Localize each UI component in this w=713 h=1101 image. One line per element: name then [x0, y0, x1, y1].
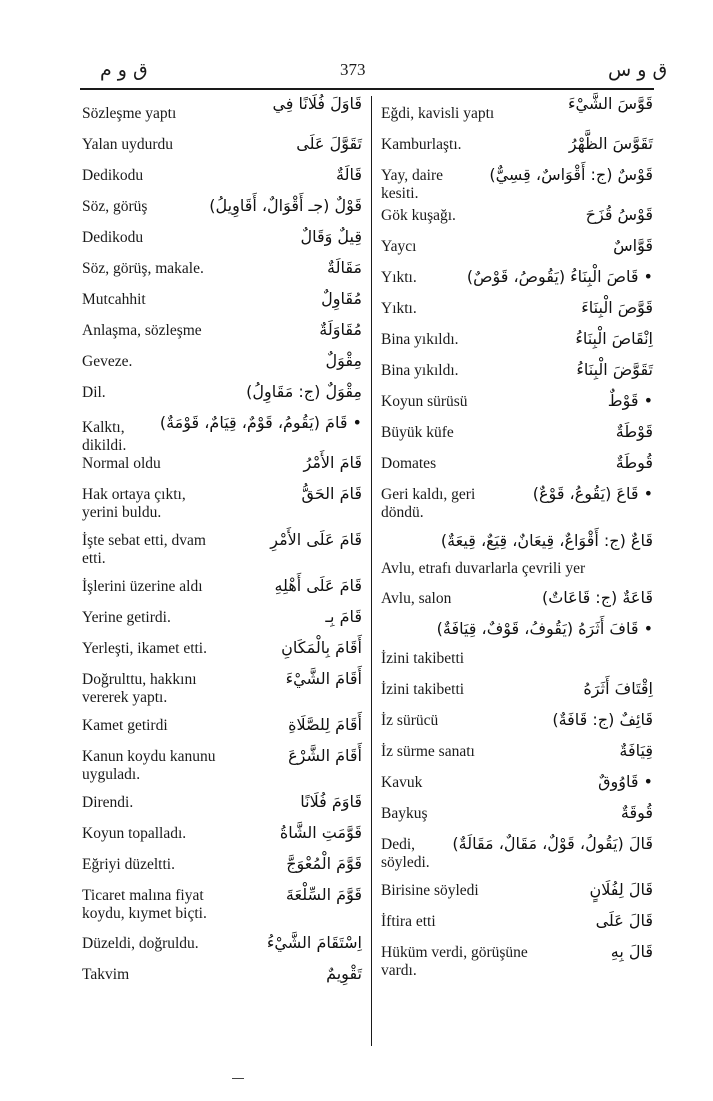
right-column	[381, 96, 653, 984]
arabic-headword: قَامَ الأَمْرُ	[303, 453, 362, 472]
turkish-meaning: Normal oldu	[82, 455, 161, 472]
turkish-meaning: İşlerini üzerine aldı	[82, 578, 203, 595]
arabic-headword: قَامَ بِـ	[325, 607, 362, 626]
entry	[381, 238, 653, 269]
turkish-meaning: Avlu, salon	[381, 590, 452, 607]
turkish-meaning: Dedi, söyledi.	[381, 836, 430, 871]
entry	[82, 609, 362, 640]
arabic-headword: مِقْوَلٌ (ج: مَقَاوِلُ)	[246, 382, 362, 401]
entry	[82, 935, 362, 966]
header-right-letters: ق و س	[608, 59, 668, 81]
turkish-meaning: Kamet getirdi	[82, 717, 168, 734]
arabic-headword: قَوْسُ قُزَحَ	[585, 205, 653, 224]
entry	[381, 836, 653, 882]
entry	[82, 748, 362, 794]
arabic-headword: قَامَ الحَقُّ	[301, 484, 362, 503]
arabic-headword: أَقَامَ الشَّيْءَ	[285, 669, 362, 688]
arabic-headword: • قَوْطٌ	[607, 391, 653, 410]
arabic-headword: قِيَافَةٌ	[619, 741, 653, 760]
arabic-headword: أَقَامَ الشَّرْعَ	[288, 746, 362, 765]
turkish-meaning: Yerine getirdi.	[82, 609, 171, 626]
entry	[82, 455, 362, 486]
arabic-headword: قَالَ لِفُلَانٍ	[589, 880, 653, 899]
turkish-meaning: Kalktı, dikildi.	[82, 419, 127, 454]
turkish-meaning: Direndi.	[82, 794, 134, 811]
turkish-meaning: Düzeldi, doğruldu.	[82, 935, 199, 952]
turkish-meaning: Yıktı.	[381, 300, 417, 317]
turkish-meaning: Büyük küfe	[381, 424, 454, 441]
arabic-headword: قَوْطَةٌ	[615, 422, 653, 441]
turkish-meaning: Takvim	[82, 966, 130, 983]
turkish-meaning: Sözleşme yaptı	[82, 105, 177, 122]
arabic-headword: قَاوَلَ فُلَانًا فِي	[272, 94, 362, 113]
entry	[82, 640, 362, 671]
entry	[82, 532, 362, 578]
arabic-headword: قَالَ عَلَى	[595, 911, 653, 930]
turkish-meaning: Geveze.	[82, 353, 133, 370]
turkish-meaning: Dil.	[82, 384, 106, 401]
turkish-meaning: Yalan uydurdu	[82, 136, 173, 153]
entry	[381, 486, 653, 530]
entry	[82, 322, 362, 353]
arabic-headword: قُوطَةٌ	[615, 453, 653, 472]
turkish-meaning: Söz, görüş, makale.	[82, 260, 204, 277]
turkish-meaning: Geri kaldı, geri döndü.	[381, 486, 476, 521]
turkish-meaning: Mutcahhit	[82, 291, 146, 308]
entry	[82, 260, 362, 291]
arabic-headword: مُقَاوَلَةٌ	[319, 320, 362, 339]
entry	[381, 774, 653, 805]
entry	[381, 393, 653, 424]
arabic-headword: أَقَامَ لِلصَّلَاةِ	[288, 715, 362, 734]
turkish-meaning: Kamburlaştı.	[381, 136, 462, 153]
arabic-headword: قَاعَةٌ (ج: قَاعَاتٌ)	[541, 588, 653, 607]
entry	[381, 424, 653, 455]
arabic-headword: قَوَّمَ الْمُعْوَجَّ	[286, 854, 362, 873]
arabic-headword: قَوَّمَتِ الشَّاةُ	[279, 823, 362, 842]
turkish-meaning: Bina yıkıldı.	[381, 331, 459, 348]
arabic-headword: مِقْوَلٌ	[325, 351, 362, 370]
arabic-headword: • قَافَ أَثَرَهُ (يَقُوفُ، قَوْفٌ، قِيَافَةٌ)	[436, 619, 653, 638]
entry	[381, 590, 653, 618]
turkish-meaning: Doğrulttu, hakkını vererek yaptı.	[82, 671, 197, 706]
arabic-headword: قَوَّصَ الْبِنَاءَ	[581, 298, 653, 317]
arabic-headword: قَوْسٌ (ج: أَقْوَاسٌ، قِسِيٌّ)	[489, 165, 653, 184]
entry	[381, 331, 653, 362]
turkish-meaning: Hak ortaya çıktı, yerini buldu.	[82, 486, 186, 521]
entry	[82, 415, 362, 455]
arabic-headword: قَالَ بِهِ	[610, 942, 653, 961]
turkish-meaning: Koyun topalladı.	[82, 825, 187, 842]
arabic-headword: تَقَوَّضَ الْبِنَاءُ	[576, 360, 653, 379]
turkish-meaning: İz sürücü	[381, 712, 439, 729]
arabic-headword: تَقَوَّسَ الظَّهْرُ	[568, 134, 653, 153]
arabic-headword: قَوَّسَ الشَّيْءَ	[568, 94, 653, 113]
entry	[381, 882, 653, 913]
entry	[82, 671, 362, 717]
entry	[82, 486, 362, 532]
entry	[381, 455, 653, 486]
turkish-meaning: Yerleşti, ikamet etti.	[82, 640, 207, 657]
entry	[82, 229, 362, 260]
entry	[381, 167, 653, 207]
turkish-meaning: Anlaşma, sözleşme	[82, 322, 202, 339]
turkish-meaning: Gök kuşağı.	[381, 207, 456, 224]
entry	[82, 825, 362, 856]
turkish-meaning: Domates	[381, 455, 437, 472]
arabic-headword: قَوْلٌ (جـ أَقْوَالٌ، أَقَاوِيلُ)	[209, 196, 362, 215]
entry	[381, 530, 653, 560]
entry	[82, 887, 362, 935]
turkish-meaning: Yıktı.	[381, 269, 417, 286]
entry	[381, 362, 653, 393]
arabic-headword: مُقَاوِلٌ	[321, 289, 362, 308]
turkish-meaning: İzini takibetti	[381, 681, 465, 698]
arabic-headword: • قَامَ (يَقُومُ، قَوْمٌ، قِيَامٌ، قَوْمَةٌ)	[159, 413, 362, 432]
turkish-meaning: İftira etti	[381, 913, 436, 930]
arabic-headword: اِسْتَقَامَ الشَّيْءُ	[266, 933, 362, 952]
entry	[381, 207, 653, 238]
entry	[381, 743, 653, 774]
entry	[82, 717, 362, 748]
entry	[381, 269, 653, 300]
entry	[381, 712, 653, 743]
entry	[381, 96, 653, 136]
arabic-headword: قَاعٌ (ج: أَقْوَاعٌ، قِيعَانٌ، قِيَعٌ، قِيعَةٌ)	[440, 531, 653, 550]
entry	[82, 291, 362, 322]
arabic-headword: قَالَةٌ	[336, 165, 362, 184]
page-number: 373	[340, 60, 366, 79]
arabic-headword: قَوَّاسٌ	[613, 236, 653, 255]
entry	[82, 198, 362, 229]
arabic-headword: قَائِفٌ (ج: قَافَةٌ)	[552, 710, 653, 729]
arabic-headword: • قَاعَ (يَقُوعُ، قَوْعٌ)	[532, 484, 653, 503]
turkish-meaning: Dedikodu	[82, 167, 144, 184]
arabic-headword: أَقَامَ بِالْمَكَانِ	[281, 638, 362, 657]
entry	[381, 618, 653, 650]
turkish-meaning: İşte sebat etti, dvam etti.	[82, 532, 206, 567]
header-rule	[80, 88, 654, 90]
turkish-meaning: İz sürme sanatı	[381, 743, 475, 760]
entry	[381, 944, 653, 984]
turkish-meaning: Söz, görüş	[82, 198, 148, 215]
arabic-headword: قِيلٌ وَقَالٌ	[300, 227, 362, 246]
turkish-meaning: İzini takibetti	[381, 650, 465, 667]
turkish-meaning: Bina yıkıldı.	[381, 362, 459, 379]
arabic-headword: قَامَ عَلَى أَهْلِهِ	[274, 576, 362, 595]
entry	[381, 560, 653, 590]
entry	[82, 353, 362, 384]
entry	[82, 578, 362, 609]
turkish-meaning: Eğdi, kavisli yaptı	[381, 105, 495, 122]
entry	[381, 913, 653, 944]
turkish-meaning: Kavuk	[381, 774, 423, 791]
arabic-headword: قُوقَةٌ	[620, 803, 653, 822]
turkish-meaning: Birisine söyledi	[381, 882, 479, 899]
entry	[82, 966, 362, 997]
left-column	[82, 96, 362, 997]
entry	[381, 805, 653, 836]
arabic-headword: اِقْتَافَ أَثَرَهُ	[583, 679, 653, 698]
entry	[82, 96, 362, 136]
arabic-headword: مَقَالَةٌ	[327, 258, 362, 277]
arabic-headword: اِنْقَاصَ الْبِنَاءُ	[575, 329, 653, 348]
arabic-headword: تَقْوِيمٌ	[326, 964, 362, 983]
arabic-headword: تَقَوَّلَ عَلَى	[296, 134, 362, 153]
turkish-meaning: Ticaret malına fiyat koydu, kıymet biçti.	[82, 887, 207, 922]
entry	[82, 794, 362, 825]
turkish-meaning: Baykuş	[381, 805, 428, 822]
entry	[82, 167, 362, 198]
header-left-letters: ق و م	[100, 59, 148, 81]
entry	[381, 136, 653, 167]
entry	[82, 136, 362, 167]
arabic-headword: قَالَ (يَقُولُ، قَوْلٌ، مَقَالٌ، مَقَالَةٌ)	[452, 834, 653, 853]
turkish-meaning: Eğriyi düzeltti.	[82, 856, 175, 873]
arabic-headword: قَوَّمَ السِّلْعَةَ	[285, 885, 362, 904]
turkish-meaning: Avlu, etrafı duvarlarla çevrili yer	[381, 560, 586, 577]
entry	[82, 384, 362, 415]
entry	[82, 856, 362, 887]
arabic-headword: قَاوَمَ فُلَانًا	[300, 792, 362, 811]
entry	[381, 650, 653, 681]
column-divider	[371, 96, 372, 1046]
turkish-meaning: Dedikodu	[82, 229, 144, 246]
entry	[381, 681, 653, 712]
arabic-headword: قَامَ عَلَى الأَمْرِ	[270, 530, 362, 549]
entry	[381, 300, 653, 331]
arabic-headword: • قَاصَ الْبِنَاءُ (يَقُوصُ، قَوْصٌ)	[466, 267, 653, 286]
turkish-meaning: Yay, daire kesiti.	[381, 167, 443, 202]
turkish-meaning: Kanun koydu kanunu uyguladı.	[82, 748, 216, 783]
turkish-meaning: Hüküm verdi, görüşüne vardı.	[381, 944, 528, 979]
turkish-meaning: Koyun sürüsü	[381, 393, 468, 410]
print-mark	[232, 1078, 244, 1079]
turkish-meaning: Yaycı	[381, 238, 417, 255]
arabic-headword: • قَاوُوقٌ	[598, 772, 653, 791]
